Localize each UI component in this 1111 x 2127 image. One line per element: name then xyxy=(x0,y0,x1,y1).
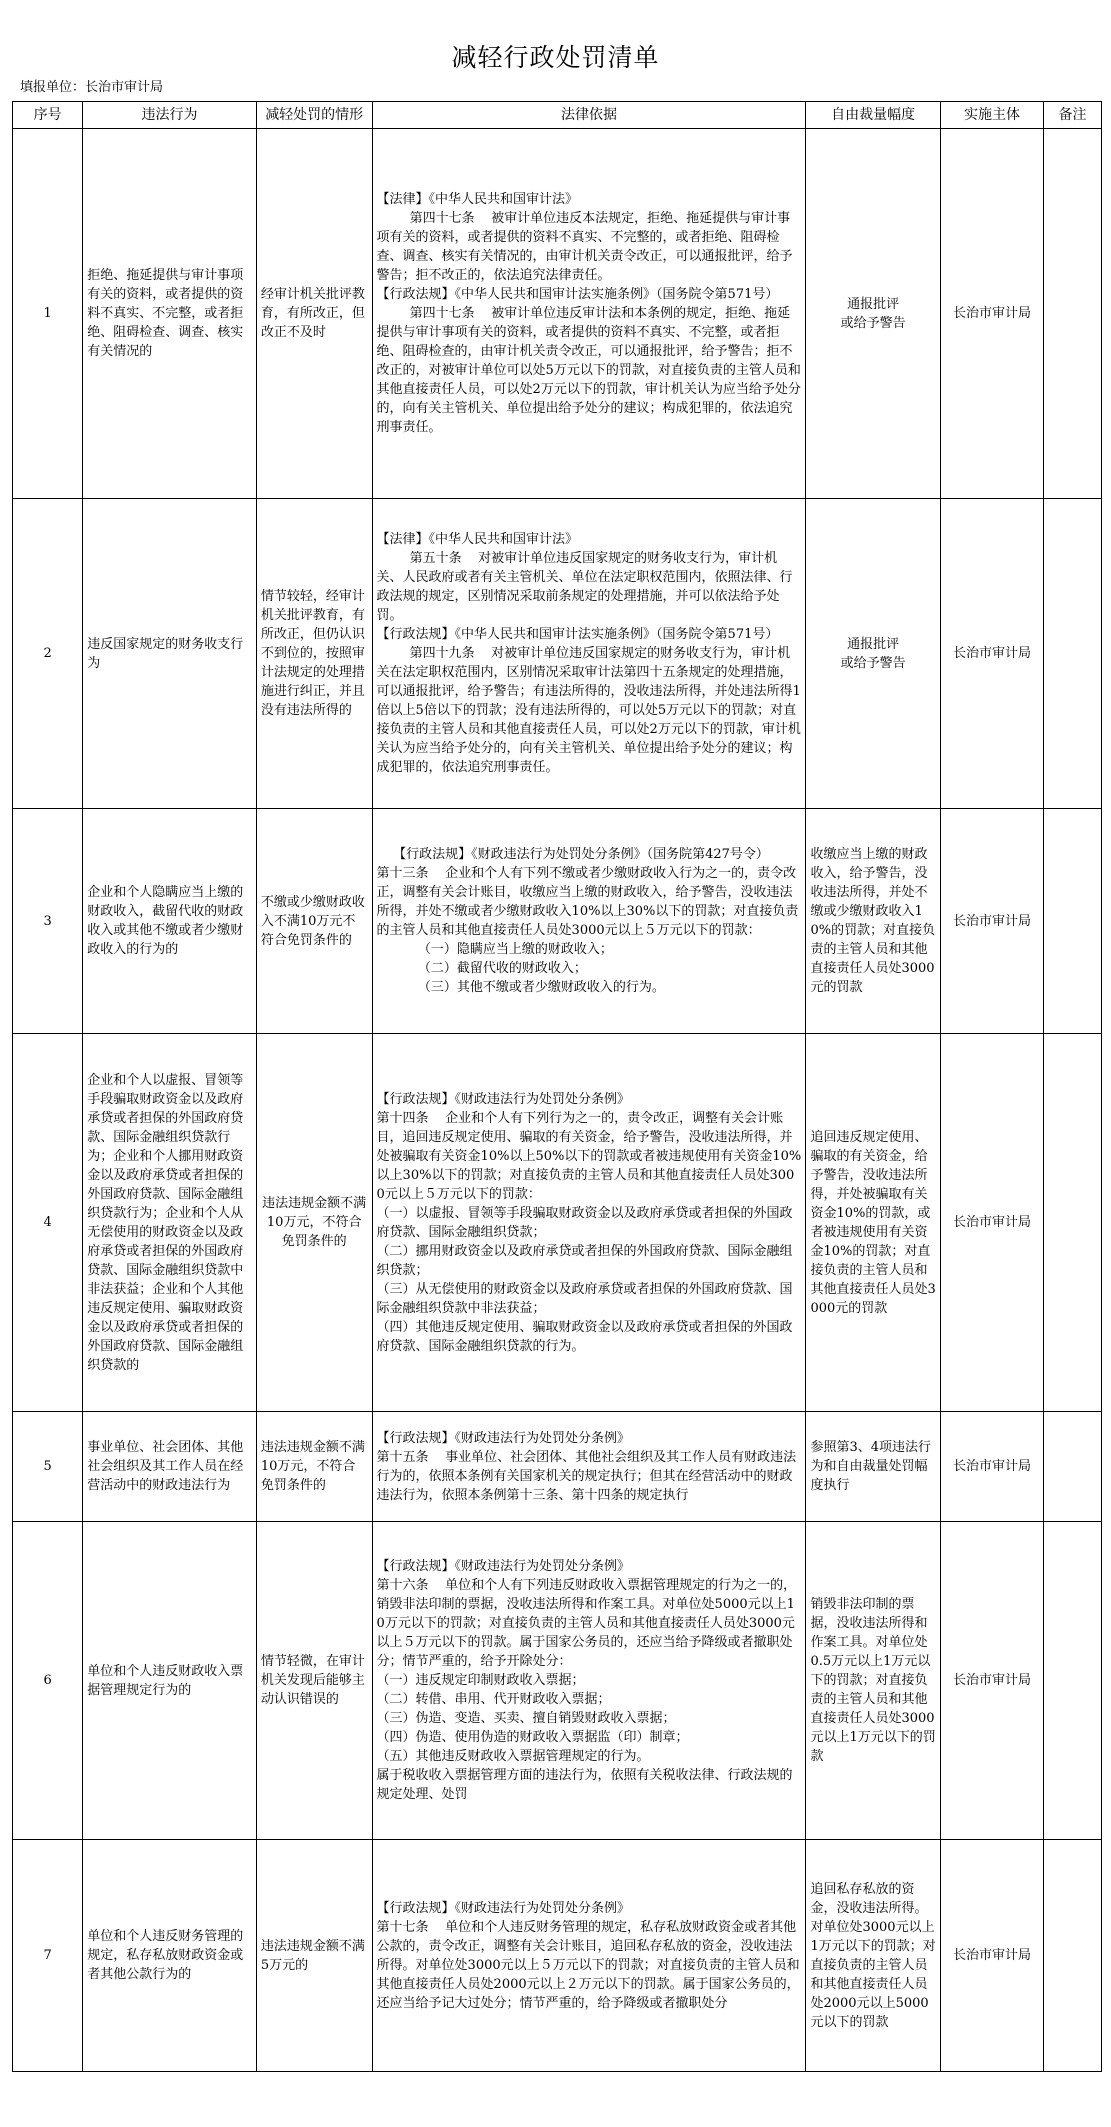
row-range: 追回私存私放的资金，没收违法所得。对单位处3000元以上1万元以下的罚款；对直接负责的主管人员和其他直接责任人员处2000元以上5000元以下的罚款 xyxy=(806,1840,940,2072)
row-act: 违反国家规定的财务收支行为 xyxy=(83,499,257,809)
table-row xyxy=(13,809,1102,1034)
row-act: 企业和个人以虚报、冒领等手段骗取财政资金以及政府承贷或者担保的外国政府贷款、国际金融组织贷款行为；企业和个人挪用财政资金以及政府承贷或者担保的外国政府贷款、国际金融组织贷款行为；企业和个人从无偿使用的财政资金以及政府承贷或者担保的外国政府贷款、国际金融组织贷款中非法获益；企业和个人其他违反规定使用、骗取财政资金以及政府承贷或者担保的外国政府贷款、国际金融组织贷款的 xyxy=(83,1034,257,1412)
row-subject: 长治市审计局 xyxy=(940,1522,1043,1840)
row-no: 2 xyxy=(13,499,83,809)
table-row xyxy=(13,1522,1102,1840)
header-act: 违法行为 xyxy=(83,102,257,129)
row-subject: 长治市审计局 xyxy=(940,1034,1043,1412)
row-no: 4 xyxy=(13,1034,83,1412)
row-note xyxy=(1044,1840,1102,2072)
row-case: 不缴或少缴财政收入不满10万元不符合免罚条件的 xyxy=(256,809,372,1034)
row-subject: 长治市审计局 xyxy=(940,499,1043,809)
table-row xyxy=(13,499,1102,809)
table-row xyxy=(13,129,1102,499)
row-act: 企业和个人隐瞒应当上缴的财政收入，截留代收的财政收入或其他不缴或者少缴财政收入的行为的 xyxy=(83,809,257,1034)
row-no: 6 xyxy=(13,1522,83,1840)
row-range: 收缴应当上缴的财政收入，给予警告，没收违法所得，并处不缴或少缴财政收入10%的罚款；对直接负责的主管人员和其他直接责任人员处3000元的罚款 xyxy=(806,809,940,1034)
row-basis: 【行政法规】《财政违法行为处罚处分条例》 第十六条 单位和个人有下列违反财政收入票据管理规定的行为之一的，销毁非法印制的票据，没收违法所得和作案工具。对单位处5000元以上10万元以下的罚款；对直接负责的主管人员和其他直接责任人员处3000元以上５万元以下的罚款。属于国家公务员的，还应当给予降级或者撤职处分；情节严重的，给予开除处分： （一）违反规定印制财政收入票据； （二）转借、串用、代开财政收入票据； （三）伪造、变造、买卖、擅自销毁财政收入票据； （四）伪造、使用伪造的财政收入票据监（印）制章； （五）其他违反财政收入票据管理规定的行为。 属于税收收入票据管理方面的违法行为，依照有关税收法律、行政法规的规定处理、处罚 xyxy=(372,1522,806,1840)
reporting-unit: 填报单位：长治市审计局 xyxy=(20,80,164,95)
row-basis: 【行政法规】《财政违法行为处罚处分条例》 第十四条 企业和个人有下列行为之一的，责令改正，调整有关会计账目，追回违反规定使用、骗取的有关资金，给予警告，没收违法所得，并处被骗取有关资金10%以上50%以下的罚款或者被违规使用有关资金10%以上30%以下的罚款；对直接负责的主管人员和其他直接责任人员处3000元以上５万元以下的罚款： （一）以虚报、冒领等手段骗取财政资金以及政府承贷或者担保的外国政府贷款、国际金融组织贷款； （二）挪用财政资金以及政府承贷或者担保的外国政府贷款、国际金融组织贷款； （三）从无偿使用的财政资金以及政府承贷或者担保的外国政府贷款、国际金融组织贷款中非法获益； （四）其他违反规定使用、骗取财政资金以及政府承贷或者担保的外国政府贷款、国际金融组织贷款的行为。 xyxy=(372,1034,806,1412)
header-subject: 实施主体 xyxy=(940,102,1043,129)
row-no: 7 xyxy=(13,1840,83,2072)
row-note xyxy=(1044,809,1102,1034)
row-basis: 【法律】《中华人民共和国审计法》 第四十七条 被审计单位违反本法规定，拒绝、拖延提供与审计事项有关的资料，或者提供的资料不真实、不完整的，或者拒绝、阻碍检查、调查、核实有关情况的，由审计机关责令改正，可以通报批评，给予警告；拒不改正的，依法追究法律责任。 【行政法规】《中华人民共和国审计法实施条例》（国务院令第571号） 第四十七条 被审计单位违反审计法和本条例的规定，拒绝、拖延提供与审计事项有关的资料，或者提供的资料不真实、不完整，或者拒绝、阻碍检查的，由审计机关责令改正，可以通报批评，给予警告；拒不改正的，对被审计单位可以处5万元以下的罚款，对直接负责的主管人员和其他直接责任人员，可以处2万元以下的罚款，审计机关认为应当给予处分的，向有关主管机关、单位提出给予处分的建议；构成犯罪的，依法追究刑事责任。 xyxy=(372,129,806,499)
row-range: 追回违反规定使用、骗取的有关资金，给予警告，没收违法所得，并处被骗取有关资金10%的罚款，或者被违规使用有关资金10%的罚款；对直接负责的主管人员和其他直接责任人员处3000元的罚款 xyxy=(806,1034,940,1412)
row-subject: 长治市审计局 xyxy=(940,129,1043,499)
row-case: 情节轻微，在审计机关发现后能够主动认识错误的 xyxy=(256,1522,372,1840)
row-note xyxy=(1044,1522,1102,1840)
row-case: 经审计机关批评教育，有所改正，但改正不及时 xyxy=(256,129,372,499)
table-row xyxy=(13,1840,1102,2072)
row-basis: 【行政法规】《财政违法行为处罚处分条例》（国务院第427号令） 第十三条 企业和个人有下列不缴或者少缴财政收入行为之一的，责令改正，调整有关会计账目，收缴应当上缴的财政收入，给予警告，没收违法所得，并处不缴或者少缴财政收入10%以上30%以下的罚款；对直接负责的主管人员和其他直接责任人员处3000元以上５万元以下的罚款： （一）隐瞒应当上缴的财政收入； （二）截留代收的财政收入； （三）其他不缴或者少缴财政收入的行为。 xyxy=(372,809,806,1034)
row-basis: 【法律】《中华人民共和国审计法》 第五十条 对被审计单位违反国家规定的财务收支行为，审计机关、人民政府或者有关主管机关、单位在法定职权范围内，依照法律、行政法规的规定，区别情况采取前条规定的处理措施，并可以依法给予处罚。 【行政法规】《中华人民共和国审计法实施条例》（国务院令第571号） 第四十九条 对被审计单位违反国家规定的财务收支行为，审计机关在法定职权范围内，区别情况采取审计法第四十五条规定的处理措施，可以通报批评，给予警告；有违法所得的，没收违法所得，并处违法所得1倍以上5倍以下的罚款；没有违法所得的，可以处5万元以下的罚款；对直接负责的主管人员和其他直接责任人员，可以处2万元以下的罚款，审计机关认为应当给予处分的，向有关主管机关、单位提出给予处分的建议；构成犯罪的，依法追究刑事责任。 xyxy=(372,499,806,809)
row-case: 情节较轻，经审计机关批评教育，有所改正，但仍认识不到位的，按照审计法规定的处理措施进行纠正，并且没有违法所得的 xyxy=(256,499,372,809)
penalty-table xyxy=(12,101,1102,2072)
page-title: 减轻行政处罚清单 xyxy=(451,43,660,72)
header-case: 减轻处罚的情形 xyxy=(256,102,372,129)
table-row xyxy=(13,1412,1102,1522)
header-no: 序号 xyxy=(13,102,83,129)
row-note xyxy=(1044,499,1102,809)
row-range: 通报批评 或给予警告 xyxy=(806,129,940,499)
row-no: 5 xyxy=(13,1412,83,1522)
header-basis: 法律依据 xyxy=(372,102,806,129)
table-row xyxy=(13,1034,1102,1412)
row-subject: 长治市审计局 xyxy=(940,1840,1043,2072)
row-act: 单位和个人违反财务管理的规定，私存私放财政资金或者其他公款行为的 xyxy=(83,1840,257,2072)
row-act: 拒绝、拖延提供与审计事项有关的资料，或者提供的资料不真实、不完整，或者拒绝、阻碍检查、调查、核实有关情况的 xyxy=(83,129,257,499)
header-row xyxy=(13,102,1102,129)
row-case: 违法违规金额不满10万元，不符合免罚条件的 xyxy=(256,1034,372,1412)
row-note xyxy=(1044,1034,1102,1412)
row-no: 1 xyxy=(13,129,83,499)
row-no: 3 xyxy=(13,809,83,1034)
row-subject: 长治市审计局 xyxy=(940,809,1043,1034)
row-range: 参照第3、4项违法行为和自由裁量处罚幅度执行 xyxy=(806,1412,940,1522)
row-note xyxy=(1044,1412,1102,1522)
row-act: 事业单位、社会团体、其他社会组织及其工作人员在经营活动中的财政违法行为 xyxy=(83,1412,257,1522)
header-range: 自由裁量幅度 xyxy=(806,102,940,129)
row-basis: 【行政法规】《财政违法行为处罚处分条例》 第十五条 事业单位、社会团体、其他社会组织及其工作人员有财政违法行为的，依照本条例有关国家机关的规定执行；但其在经营活动中的财政违法行为，依照本条例第十三条、第十四条的规定执行 xyxy=(372,1412,806,1522)
row-range: 销毁非法印制的票据，没收违法所得和作案工具。对单位处0.5万元以上1万元以下的罚款；对直接负责的主管人员和其他直接责任人员处3000元以上1万元以下的罚款 xyxy=(806,1522,940,1840)
row-basis: 【行政法规】《财政违法行为处罚处分条例》 第十七条 单位和个人违反财务管理的规定，私存私放财政资金或者其他公款的，责令改正，调整有关会计账目，追回私存私放的资金，没收违法所得。对单位处3000元以上５万元以下的罚款；对直接负责的主管人员和其他直接责任人员处2000元以上２万元以下的罚款。属于国家公务员的，还应当给予记大过处分；情节严重的，给予降级或者撤职处分 xyxy=(372,1840,806,2072)
header-note: 备注 xyxy=(1044,102,1102,129)
row-range: 通报批评 或给予警告 xyxy=(806,499,940,809)
row-case: 违法违规金额不满10万元，不符合免罚条件的 xyxy=(256,1412,372,1522)
row-subject: 长治市审计局 xyxy=(940,1412,1043,1522)
row-note xyxy=(1044,129,1102,499)
row-case: 违法违规金额不满5万元的 xyxy=(256,1840,372,2072)
row-act: 单位和个人违反财政收入票据管理规定行为的 xyxy=(83,1522,257,1840)
